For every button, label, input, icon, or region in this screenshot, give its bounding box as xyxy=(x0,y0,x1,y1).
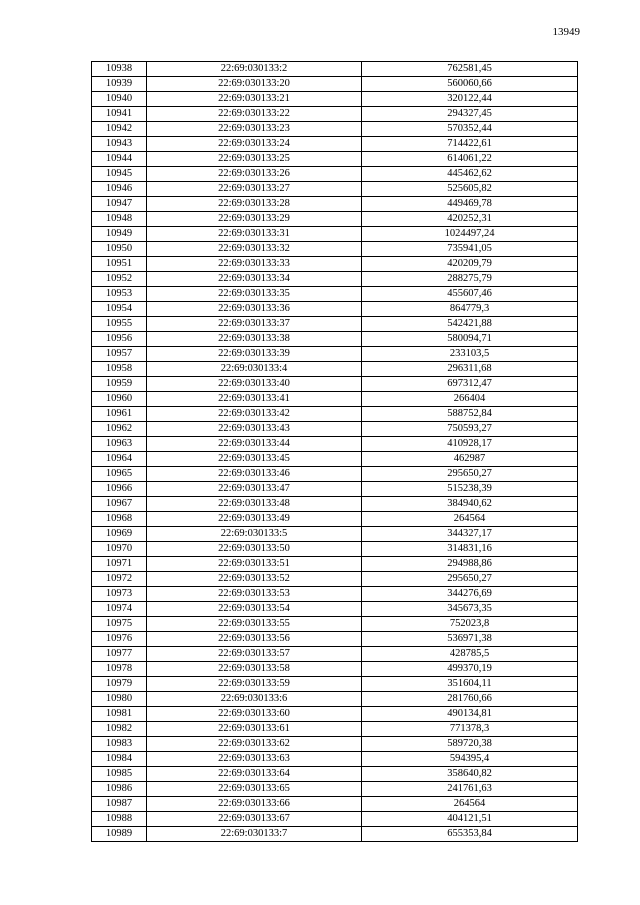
row-number-cell: 10956 xyxy=(92,332,147,347)
table-row xyxy=(92,137,578,152)
table-row xyxy=(92,317,578,332)
row-number-cell: 10967 xyxy=(92,497,147,512)
cadastral-value-cell: 1024497,24 xyxy=(362,227,578,242)
cadastral-value-cell: 294988,86 xyxy=(362,557,578,572)
table-row xyxy=(92,542,578,557)
cadastral-number-cell: 22:69:030133:54 xyxy=(147,602,362,617)
row-number-cell: 10947 xyxy=(92,197,147,212)
row-number-cell: 10975 xyxy=(92,617,147,632)
cadastral-value-cell: 580094,71 xyxy=(362,332,578,347)
cadastral-number-cell: 22:69:030133:47 xyxy=(147,482,362,497)
cadastral-number-cell: 22:69:030133:60 xyxy=(147,707,362,722)
table-row xyxy=(92,182,578,197)
table-row xyxy=(92,587,578,602)
cadastral-number-cell: 22:69:030133:57 xyxy=(147,647,362,662)
cadastral-value-cell: 233103,5 xyxy=(362,347,578,362)
table-row xyxy=(92,707,578,722)
cadastral-number-cell: 22:69:030133:32 xyxy=(147,242,362,257)
cadastral-value-cell: 589720,38 xyxy=(362,737,578,752)
row-number-cell: 10986 xyxy=(92,782,147,797)
table-row xyxy=(92,572,578,587)
cadastral-number-cell: 22:69:030133:37 xyxy=(147,317,362,332)
cadastral-number-cell: 22:69:030133:20 xyxy=(147,77,362,92)
cadastral-number-cell: 22:69:030133:52 xyxy=(147,572,362,587)
cadastral-number-cell: 22:69:030133:31 xyxy=(147,227,362,242)
cadastral-value-cell: 264564 xyxy=(362,512,578,527)
row-number-cell: 10989 xyxy=(92,827,147,842)
cadastral-value-cell: 295650,27 xyxy=(362,572,578,587)
row-number-cell: 10955 xyxy=(92,317,147,332)
table-row xyxy=(92,332,578,347)
cadastral-value-cell: 449469,78 xyxy=(362,197,578,212)
row-number-cell: 10957 xyxy=(92,347,147,362)
cadastral-value-cell: 266404 xyxy=(362,392,578,407)
cadastral-value-cell: 614061,22 xyxy=(362,152,578,167)
cadastral-number-cell: 22:69:030133:42 xyxy=(147,407,362,422)
cadastral-number-cell: 22:69:030133:55 xyxy=(147,617,362,632)
row-number-cell: 10946 xyxy=(92,182,147,197)
row-number-cell: 10948 xyxy=(92,212,147,227)
row-number-cell: 10952 xyxy=(92,272,147,287)
row-number-cell: 10940 xyxy=(92,92,147,107)
cadastral-value-cell: 525605,82 xyxy=(362,182,578,197)
cadastral-value-cell: 410928,17 xyxy=(362,437,578,452)
cadastral-value-cell: 864779,3 xyxy=(362,302,578,317)
table-row xyxy=(92,557,578,572)
cadastral-value-cell: 462987 xyxy=(362,452,578,467)
cadastral-number-cell: 22:69:030133:29 xyxy=(147,212,362,227)
cadastral-value-cell: 697312,47 xyxy=(362,377,578,392)
cadastral-number-cell: 22:69:030133:61 xyxy=(147,722,362,737)
cadastral-number-cell: 22:69:030133:23 xyxy=(147,122,362,137)
cadastral-value-cell: 344327,17 xyxy=(362,527,578,542)
cadastral-number-cell: 22:69:030133:41 xyxy=(147,392,362,407)
table-row xyxy=(92,467,578,482)
table-row xyxy=(92,722,578,737)
row-number-cell: 10977 xyxy=(92,647,147,662)
cadastral-value-cell: 344276,69 xyxy=(362,587,578,602)
row-number-cell: 10965 xyxy=(92,467,147,482)
row-number-cell: 10973 xyxy=(92,587,147,602)
cadastral-value-cell: 750593,27 xyxy=(362,422,578,437)
table-row xyxy=(92,482,578,497)
cadastral-value-cell: 515238,39 xyxy=(362,482,578,497)
cadastral-number-cell: 22:69:030133:63 xyxy=(147,752,362,767)
cadastral-value-cell: 288275,79 xyxy=(362,272,578,287)
row-number-cell: 10951 xyxy=(92,257,147,272)
row-number-cell: 10939 xyxy=(92,77,147,92)
cadastral-number-cell: 22:69:030133:56 xyxy=(147,632,362,647)
row-number-cell: 10968 xyxy=(92,512,147,527)
cadastral-number-cell: 22:69:030133:67 xyxy=(147,812,362,827)
row-number-cell: 10988 xyxy=(92,812,147,827)
table-row xyxy=(92,737,578,752)
row-number-cell: 10959 xyxy=(92,377,147,392)
row-number-cell: 10969 xyxy=(92,527,147,542)
table-row xyxy=(92,812,578,827)
table-row xyxy=(92,512,578,527)
cadastral-value-cell: 570352,44 xyxy=(362,122,578,137)
table-row xyxy=(92,302,578,317)
cadastral-value-cell: 714422,61 xyxy=(362,137,578,152)
cadastral-value-cell: 420252,31 xyxy=(362,212,578,227)
table-row xyxy=(92,647,578,662)
cadastral-number-cell: 22:69:030133:34 xyxy=(147,272,362,287)
cadastral-value-cell: 420209,79 xyxy=(362,257,578,272)
cadastral-value-cell: 428785,5 xyxy=(362,647,578,662)
cadastral-value-cell: 655353,84 xyxy=(362,827,578,842)
cadastral-value-cell: 294327,45 xyxy=(362,107,578,122)
cadastral-number-cell: 22:69:030133:44 xyxy=(147,437,362,452)
table-row xyxy=(92,227,578,242)
page-number: 13949 xyxy=(552,26,580,38)
table-row xyxy=(92,257,578,272)
cadastral-value-cell: 296311,68 xyxy=(362,362,578,377)
cadastral-value-cell: 588752,84 xyxy=(362,407,578,422)
cadastral-value-cell: 735941,05 xyxy=(362,242,578,257)
cadastral-value-cell: 320122,44 xyxy=(362,92,578,107)
table-row xyxy=(92,287,578,302)
cadastral-number-cell: 22:69:030133:62 xyxy=(147,737,362,752)
cadastral-value-cell: 314831,16 xyxy=(362,542,578,557)
cadastral-value-cell: 264564 xyxy=(362,797,578,812)
cadastral-value-cell: 404121,51 xyxy=(362,812,578,827)
table-row xyxy=(92,602,578,617)
cadastral-value-cell: 542421,88 xyxy=(362,317,578,332)
row-number-cell: 10971 xyxy=(92,557,147,572)
cadastral-value-cell: 499370,19 xyxy=(362,662,578,677)
cadastral-value-table xyxy=(91,61,578,842)
cadastral-value-cell: 762581,45 xyxy=(362,62,578,77)
row-number-cell: 10984 xyxy=(92,752,147,767)
table-row xyxy=(92,677,578,692)
row-number-cell: 10982 xyxy=(92,722,147,737)
row-number-cell: 10972 xyxy=(92,572,147,587)
table-row xyxy=(92,272,578,287)
table-row xyxy=(92,632,578,647)
row-number-cell: 10979 xyxy=(92,677,147,692)
cadastral-value-cell: 490134,81 xyxy=(362,707,578,722)
row-number-cell: 10987 xyxy=(92,797,147,812)
row-number-cell: 10943 xyxy=(92,137,147,152)
table-body xyxy=(92,62,578,842)
row-number-cell: 10983 xyxy=(92,737,147,752)
cadastral-number-cell: 22:69:030133:24 xyxy=(147,137,362,152)
cadastral-value-cell: 560060,66 xyxy=(362,77,578,92)
table-row xyxy=(92,452,578,467)
cadastral-number-cell: 22:69:030133:6 xyxy=(147,692,362,707)
cadastral-value-cell: 358640,82 xyxy=(362,767,578,782)
table-row xyxy=(92,362,578,377)
cadastral-number-cell: 22:69:030133:35 xyxy=(147,287,362,302)
cadastral-number-cell: 22:69:030133:38 xyxy=(147,332,362,347)
table-row xyxy=(92,617,578,632)
row-number-cell: 10960 xyxy=(92,392,147,407)
table-row xyxy=(92,767,578,782)
table-row xyxy=(92,497,578,512)
cadastral-number-cell: 22:69:030133:43 xyxy=(147,422,362,437)
row-number-cell: 10949 xyxy=(92,227,147,242)
table-row xyxy=(92,77,578,92)
table-row xyxy=(92,782,578,797)
row-number-cell: 10966 xyxy=(92,482,147,497)
cadastral-value-cell: 295650,27 xyxy=(362,467,578,482)
table-row xyxy=(92,422,578,437)
table-row xyxy=(92,167,578,182)
table-row xyxy=(92,752,578,767)
row-number-cell: 10962 xyxy=(92,422,147,437)
table-row xyxy=(92,377,578,392)
row-number-cell: 10961 xyxy=(92,407,147,422)
row-number-cell: 10980 xyxy=(92,692,147,707)
row-number-cell: 10976 xyxy=(92,632,147,647)
row-number-cell: 10985 xyxy=(92,767,147,782)
table-row xyxy=(92,122,578,137)
cadastral-value-cell: 445462,62 xyxy=(362,167,578,182)
cadastral-number-cell: 22:69:030133:46 xyxy=(147,467,362,482)
cadastral-value-cell: 771378,3 xyxy=(362,722,578,737)
cadastral-number-cell: 22:69:030133:65 xyxy=(147,782,362,797)
table-row xyxy=(92,197,578,212)
cadastral-value-cell: 345673,35 xyxy=(362,602,578,617)
cadastral-value-cell: 384940,62 xyxy=(362,497,578,512)
cadastral-number-cell: 22:69:030133:53 xyxy=(147,587,362,602)
table-row xyxy=(92,152,578,167)
row-number-cell: 10953 xyxy=(92,287,147,302)
cadastral-number-cell: 22:69:030133:5 xyxy=(147,527,362,542)
cadastral-number-cell: 22:69:030133:25 xyxy=(147,152,362,167)
table-row xyxy=(92,437,578,452)
row-number-cell: 10945 xyxy=(92,167,147,182)
table-row xyxy=(92,527,578,542)
row-number-cell: 10954 xyxy=(92,302,147,317)
row-number-cell: 10958 xyxy=(92,362,147,377)
cadastral-number-cell: 22:69:030133:33 xyxy=(147,257,362,272)
cadastral-value-cell: 455607,46 xyxy=(362,287,578,302)
row-number-cell: 10964 xyxy=(92,452,147,467)
table-row xyxy=(92,212,578,227)
cadastral-number-cell: 22:69:030133:22 xyxy=(147,107,362,122)
cadastral-number-cell: 22:69:030133:66 xyxy=(147,797,362,812)
row-number-cell: 10981 xyxy=(92,707,147,722)
cadastral-value-cell: 241761,63 xyxy=(362,782,578,797)
cadastral-number-cell: 22:69:030133:58 xyxy=(147,662,362,677)
table-row xyxy=(92,692,578,707)
cadastral-number-cell: 22:69:030133:36 xyxy=(147,302,362,317)
table-row xyxy=(92,392,578,407)
table-row xyxy=(92,107,578,122)
row-number-cell: 10938 xyxy=(92,62,147,77)
row-number-cell: 10963 xyxy=(92,437,147,452)
cadastral-value-cell: 752023,8 xyxy=(362,617,578,632)
row-number-cell: 10974 xyxy=(92,602,147,617)
table-row xyxy=(92,92,578,107)
cadastral-number-cell: 22:69:030133:2 xyxy=(147,62,362,77)
cadastral-number-cell: 22:69:030133:39 xyxy=(147,347,362,362)
cadastral-number-cell: 22:69:030133:21 xyxy=(147,92,362,107)
row-number-cell: 10950 xyxy=(92,242,147,257)
table-row xyxy=(92,62,578,77)
cadastral-value-cell: 594395,4 xyxy=(362,752,578,767)
cadastral-number-cell: 22:69:030133:51 xyxy=(147,557,362,572)
table-row xyxy=(92,662,578,677)
table-row xyxy=(92,407,578,422)
table-row xyxy=(92,347,578,362)
cadastral-number-cell: 22:69:030133:48 xyxy=(147,497,362,512)
cadastral-number-cell: 22:69:030133:40 xyxy=(147,377,362,392)
cadastral-number-cell: 22:69:030133:49 xyxy=(147,512,362,527)
cadastral-number-cell: 22:69:030133:64 xyxy=(147,767,362,782)
row-number-cell: 10970 xyxy=(92,542,147,557)
cadastral-number-cell: 22:69:030133:26 xyxy=(147,167,362,182)
table-row xyxy=(92,827,578,842)
cadastral-number-cell: 22:69:030133:45 xyxy=(147,452,362,467)
table-row xyxy=(92,242,578,257)
cadastral-number-cell: 22:69:030133:59 xyxy=(147,677,362,692)
row-number-cell: 10942 xyxy=(92,122,147,137)
row-number-cell: 10941 xyxy=(92,107,147,122)
cadastral-number-cell: 22:69:030133:4 xyxy=(147,362,362,377)
cadastral-value-cell: 281760,66 xyxy=(362,692,578,707)
table-row xyxy=(92,797,578,812)
cadastral-number-cell: 22:69:030133:27 xyxy=(147,182,362,197)
row-number-cell: 10944 xyxy=(92,152,147,167)
cadastral-number-cell: 22:69:030133:50 xyxy=(147,542,362,557)
row-number-cell: 10978 xyxy=(92,662,147,677)
cadastral-number-cell: 22:69:030133:28 xyxy=(147,197,362,212)
cadastral-value-cell: 351604,11 xyxy=(362,677,578,692)
cadastral-value-cell: 536971,38 xyxy=(362,632,578,647)
cadastral-number-cell: 22:69:030133:7 xyxy=(147,827,362,842)
